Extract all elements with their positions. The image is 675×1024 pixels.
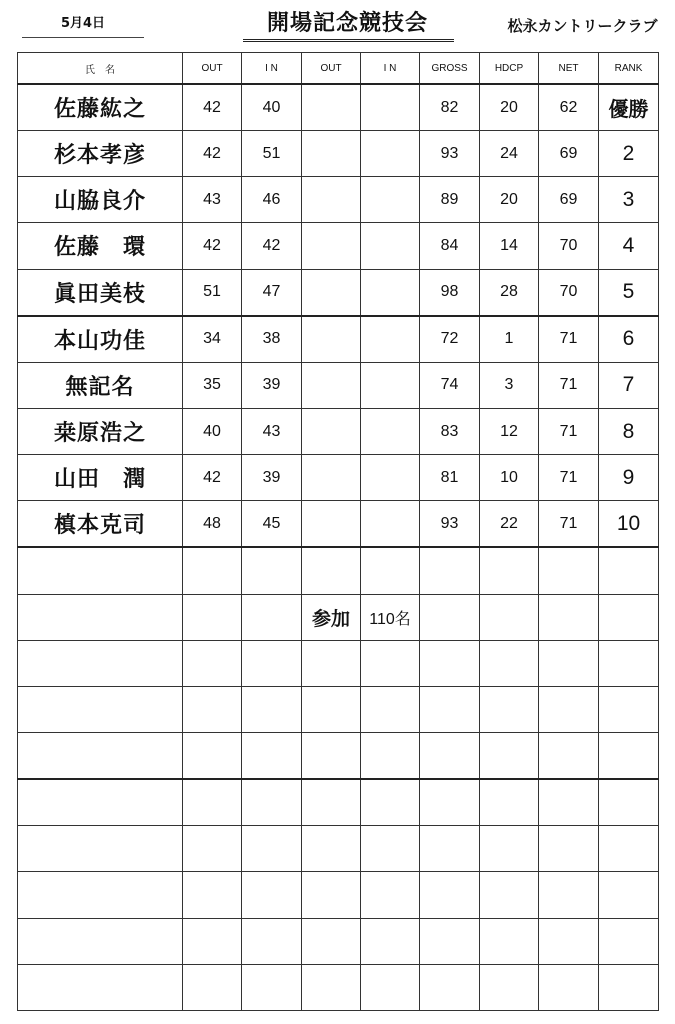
table-row: [18, 362, 659, 408]
score-out: 40: [183, 408, 242, 454]
score-in: 38: [242, 316, 302, 363]
table-row: [18, 223, 659, 269]
score-in-2: [361, 362, 420, 408]
results-table: [17, 52, 659, 1011]
empty-row: [18, 732, 659, 779]
player-rank: 7: [599, 362, 659, 408]
header-rank: RANK: [599, 53, 659, 85]
empty-row: [18, 779, 659, 826]
score-net: 70: [539, 223, 599, 269]
player-name: 佐藤 環: [18, 223, 183, 269]
score-in-2: [361, 501, 420, 548]
header-out-2: OUT: [302, 53, 361, 85]
header-net: NET: [539, 53, 599, 85]
header-name: 氏 名: [18, 53, 183, 85]
score-gross: 98: [420, 269, 480, 316]
score-out-2: [302, 131, 361, 177]
score-in-2: [361, 269, 420, 316]
score-out-2: [302, 316, 361, 363]
player-name: 無記名: [18, 362, 183, 408]
player-rank: 3: [599, 177, 659, 223]
score-hdcp: 24: [480, 131, 539, 177]
score-in: 47: [242, 269, 302, 316]
player-rank: 10: [599, 501, 659, 548]
empty-row: [18, 964, 659, 1010]
page-title: 開場記念競技会: [266, 11, 428, 36]
score-hdcp: 12: [480, 408, 539, 454]
table-row: [18, 84, 659, 131]
score-hdcp: 14: [480, 223, 539, 269]
empty-row: [18, 640, 659, 686]
player-rank: 8: [599, 408, 659, 454]
score-in-2: [361, 223, 420, 269]
score-out-2: [302, 408, 361, 454]
score-in: 42: [242, 223, 302, 269]
score-net: 71: [539, 501, 599, 548]
score-net: 71: [539, 408, 599, 454]
score-in: 46: [242, 177, 302, 223]
table-row: [18, 269, 659, 316]
score-out: 42: [183, 455, 242, 501]
header-hdcp: HDCP: [480, 53, 539, 85]
date-underline: [22, 37, 144, 38]
player-name: 山脇良介: [18, 177, 183, 223]
empty-row: [18, 918, 659, 964]
score-out-2: [302, 362, 361, 408]
score-in: 43: [242, 408, 302, 454]
player-rank: 2: [599, 131, 659, 177]
score-in-2: [361, 316, 420, 363]
header-in: I N: [242, 53, 302, 85]
score-net: 71: [539, 455, 599, 501]
score-hdcp: 20: [480, 84, 539, 131]
table-row: [18, 131, 659, 177]
score-in-2: [361, 84, 420, 131]
player-name: 槙本克司: [18, 501, 183, 548]
table-row: [18, 455, 659, 501]
header-in-2: I N: [361, 53, 420, 85]
score-in: 51: [242, 131, 302, 177]
score-in-2: [361, 177, 420, 223]
player-name: 本山功佳: [18, 316, 183, 363]
player-rank: 6: [599, 316, 659, 363]
score-gross: 84: [420, 223, 480, 269]
score-gross: 93: [420, 501, 480, 548]
score-in-2: [361, 131, 420, 177]
empty-row: [18, 872, 659, 918]
player-rank: 4: [599, 223, 659, 269]
club-name: 松永カントリークラブ: [507, 17, 658, 35]
score-net: 62: [539, 84, 599, 131]
score-out: 34: [183, 316, 242, 363]
table-header-row: [18, 53, 659, 85]
score-hdcp: 28: [480, 269, 539, 316]
table-row: [18, 316, 659, 363]
score-net: 69: [539, 131, 599, 177]
score-out: 42: [183, 84, 242, 131]
score-out-2: [302, 455, 361, 501]
score-out: 48: [183, 501, 242, 548]
score-out: 42: [183, 223, 242, 269]
participation-row: [18, 594, 659, 640]
score-net: 69: [539, 177, 599, 223]
score-gross: 83: [420, 408, 480, 454]
score-in: 39: [242, 455, 302, 501]
score-gross: 72: [420, 316, 480, 363]
score-out-2: [302, 84, 361, 131]
score-hdcp: 22: [480, 501, 539, 548]
header-gross: GROSS: [420, 53, 480, 85]
score-out-2: [302, 269, 361, 316]
header-out: OUT: [183, 53, 242, 85]
score-net: 71: [539, 362, 599, 408]
score-out: 35: [183, 362, 242, 408]
score-gross: 89: [420, 177, 480, 223]
score-gross: 93: [420, 131, 480, 177]
score-gross: 74: [420, 362, 480, 408]
table-row: [18, 501, 659, 548]
empty-row: [18, 686, 659, 732]
score-in: 39: [242, 362, 302, 408]
score-out: 51: [183, 269, 242, 316]
score-out-2: [302, 223, 361, 269]
score-out-2: [302, 177, 361, 223]
score-net: 71: [539, 316, 599, 363]
score-out: 43: [183, 177, 242, 223]
table-row: [18, 408, 659, 454]
score-out-2: [302, 501, 361, 548]
score-hdcp: 10: [480, 455, 539, 501]
score-in: 40: [242, 84, 302, 131]
participation-label: 参加: [302, 594, 361, 640]
player-rank: 優勝: [599, 84, 659, 131]
score-out: 42: [183, 131, 242, 177]
score-gross: 81: [420, 455, 480, 501]
score-gross: 82: [420, 84, 480, 131]
empty-row: [18, 826, 659, 872]
player-rank: 5: [599, 269, 659, 316]
event-date: 5月4日: [60, 16, 106, 31]
score-hdcp: 1: [480, 316, 539, 363]
score-hdcp: 3: [480, 362, 539, 408]
table-row: [18, 177, 659, 223]
score-hdcp: 20: [480, 177, 539, 223]
player-name: 佐藤紘之: [18, 84, 183, 131]
player-name: 眞田美枝: [18, 269, 183, 316]
player-name: 杉本孝彦: [18, 131, 183, 177]
empty-row: [18, 547, 659, 594]
participation-count: 110名: [361, 594, 420, 640]
score-in-2: [361, 455, 420, 501]
score-net: 70: [539, 269, 599, 316]
score-in-2: [361, 408, 420, 454]
score-in: 45: [242, 501, 302, 548]
player-rank: 9: [599, 455, 659, 501]
player-name: 桒原浩之: [18, 408, 183, 454]
title-underline: [243, 39, 454, 42]
player-name: 山田 潤: [18, 455, 183, 501]
